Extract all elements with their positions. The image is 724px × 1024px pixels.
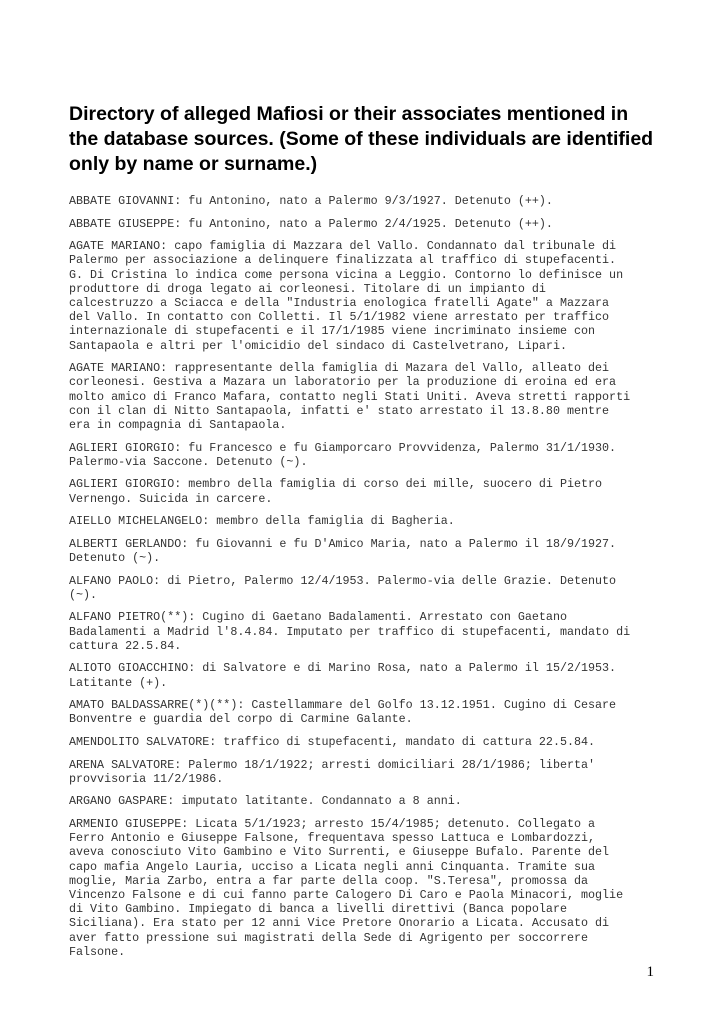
entry-abbate-giuseppe: ABBATE GIUSEPPE: fu Antonino, nato a Palermo 2/4/1925. Detenuto (++). xyxy=(69,216,553,231)
entry-argano-gaspare: ARGANO GASPARE: imputato latitante. Condannato a 8 anni. xyxy=(69,794,462,809)
entry-list xyxy=(69,194,669,967)
entry-armenio-giuseppe: ARMENIO GIUSEPPE: Licata 5/1/1923; arresto 15/4/1985; detenuto. Collegato a Ferro Antonio e Giuseppe Falsone, frequentava spesso Lattuca e Lombardozzi, aveva conosciuto Vito Gambino e Vito Surrenti, e Giuseppe Bufalo. Parente del capo mafia Angelo Lauria, ucciso a Licata negli anni Cinquanta. Tramite sua moglie, Maria Zarbo, entra a far parte della coop. "S.Teresa", promossa da Vincenzo Falsone e di cui fanno parte Calogero Di Caro e Paola Minacori, moglie di Vito Gambino. Impiegato di banca a livelli direttivi (Banca popolare Siciliana). Era stato per 12 anni Vice Pretore Onorario a Licata. Accusato di aver fatto pressione sui magistrati della Sede di Agrigento per soccorrere Falsone. xyxy=(69,816,624,959)
entry-agate-mariano-2: AGATE MARIANO: rappresentante della famiglia di Mazara del Vallo, alleato dei corleonesi. Gestiva a Mazara un laboratorio per la produzione di eroina ed era molto amico di Franco Mafara, contatto negli Stati Uniti. Aveva stretti rapporti con il clan di Nitto Santapaola, infatti e' stato arrestato il 13.8.80 mentre era in compagnia di Santapaola. xyxy=(69,361,631,433)
entry-alioto-gioacchino: ALIOTO GIOACCHINO: di Salvatore e di Marino Rosa, nato a Palermo il 15/2/1953. Latitante (+). xyxy=(69,661,617,690)
entry-amato-baldassarre: AMATO BALDASSARRE(*)(**): Castellammare del Golfo 13.12.1951. Cugino di Cesare Bonventre e guardia del corpo di Carmine Galante. xyxy=(69,698,617,727)
document-title: Directory of alleged Mafiosi or their associates mentioned in the database sources. (Some of these individuals are identified only by name or surname.) xyxy=(69,103,654,175)
entry-aiello-michelangelo: AIELLO MICHELANGELO: membro della famiglia di Bagheria. xyxy=(69,514,455,529)
entry-alfano-pietro: ALFANO PIETRO(**): Cugino di Gaetano Badalamenti. Arrestato con Gaetano Badalamenti a Madrid l'8.4.84. Imputato per traffico di stupefacenti, mandato di cattura 22.5.84. xyxy=(69,610,631,653)
entry-amendolito-salvatore: AMENDOLITO SALVATORE: traffico di stupefacenti, mandato di cattura 22.5.84. xyxy=(69,734,596,749)
entry-abbate-giovanni: ABBATE GIOVANNI: fu Antonino, nato a Palermo 9/3/1927. Detenuto (++). xyxy=(69,194,553,208)
entry-alberti-gerlando: ALBERTI GERLANDO: fu Giovanni e fu D'Amico Maria, nato a Palermo il 18/9/1927. Detenuto (~). xyxy=(69,536,617,565)
entry-aglieri-giorgio-2: AGLIERI GIORGIO: membro della famiglia di corso dei mille, suocero di Pietro Vernengo. Suicida in carcere. xyxy=(69,477,603,506)
entry-agate-mariano-1: AGATE MARIANO: capo famiglia di Mazzara del Vallo. Condannato dal tribunale di Palermo per associazione a delinquere finalizzata al traffico di stupefacenti. G. Di Cristina lo indica come persona vicina a Leggio. Contorno lo definisce un produttore di droga legato ai corleonesi. Titolare di un impianto di calcestruzzo a Sciacca e della "Industria enologica fratelli Agate" a Mazzara del Vallo. In contatto con Colletti. Il 5/1/1982 viene arrestato per traffico internazionale di stupefacenti e il 17/1/1985 viene incriminato insieme con Santapaola e altri per l'omicidio del sindaco di Castelvetrano, Lipari. xyxy=(69,239,624,353)
entry-aglieri-giorgio-1: AGLIERI GIORGIO: fu Francesco e fu Giamporcaro Provvidenza, Palermo 31/1/1930. Palermo-via Saccone. Detenuto (~). xyxy=(69,440,617,469)
entry-alfano-paolo: ALFANO PAOLO: di Pietro, Palermo 12/4/1953. Palermo-via delle Grazie. Detenuto (~). xyxy=(69,573,617,602)
page-number: 1 xyxy=(646,964,654,980)
entry-arena-salvatore: ARENA SALVATORE: Palermo 18/1/1922; arresti domiciliari 28/1/1986; liberta' provvisoria 11/2/1986. xyxy=(69,757,596,786)
